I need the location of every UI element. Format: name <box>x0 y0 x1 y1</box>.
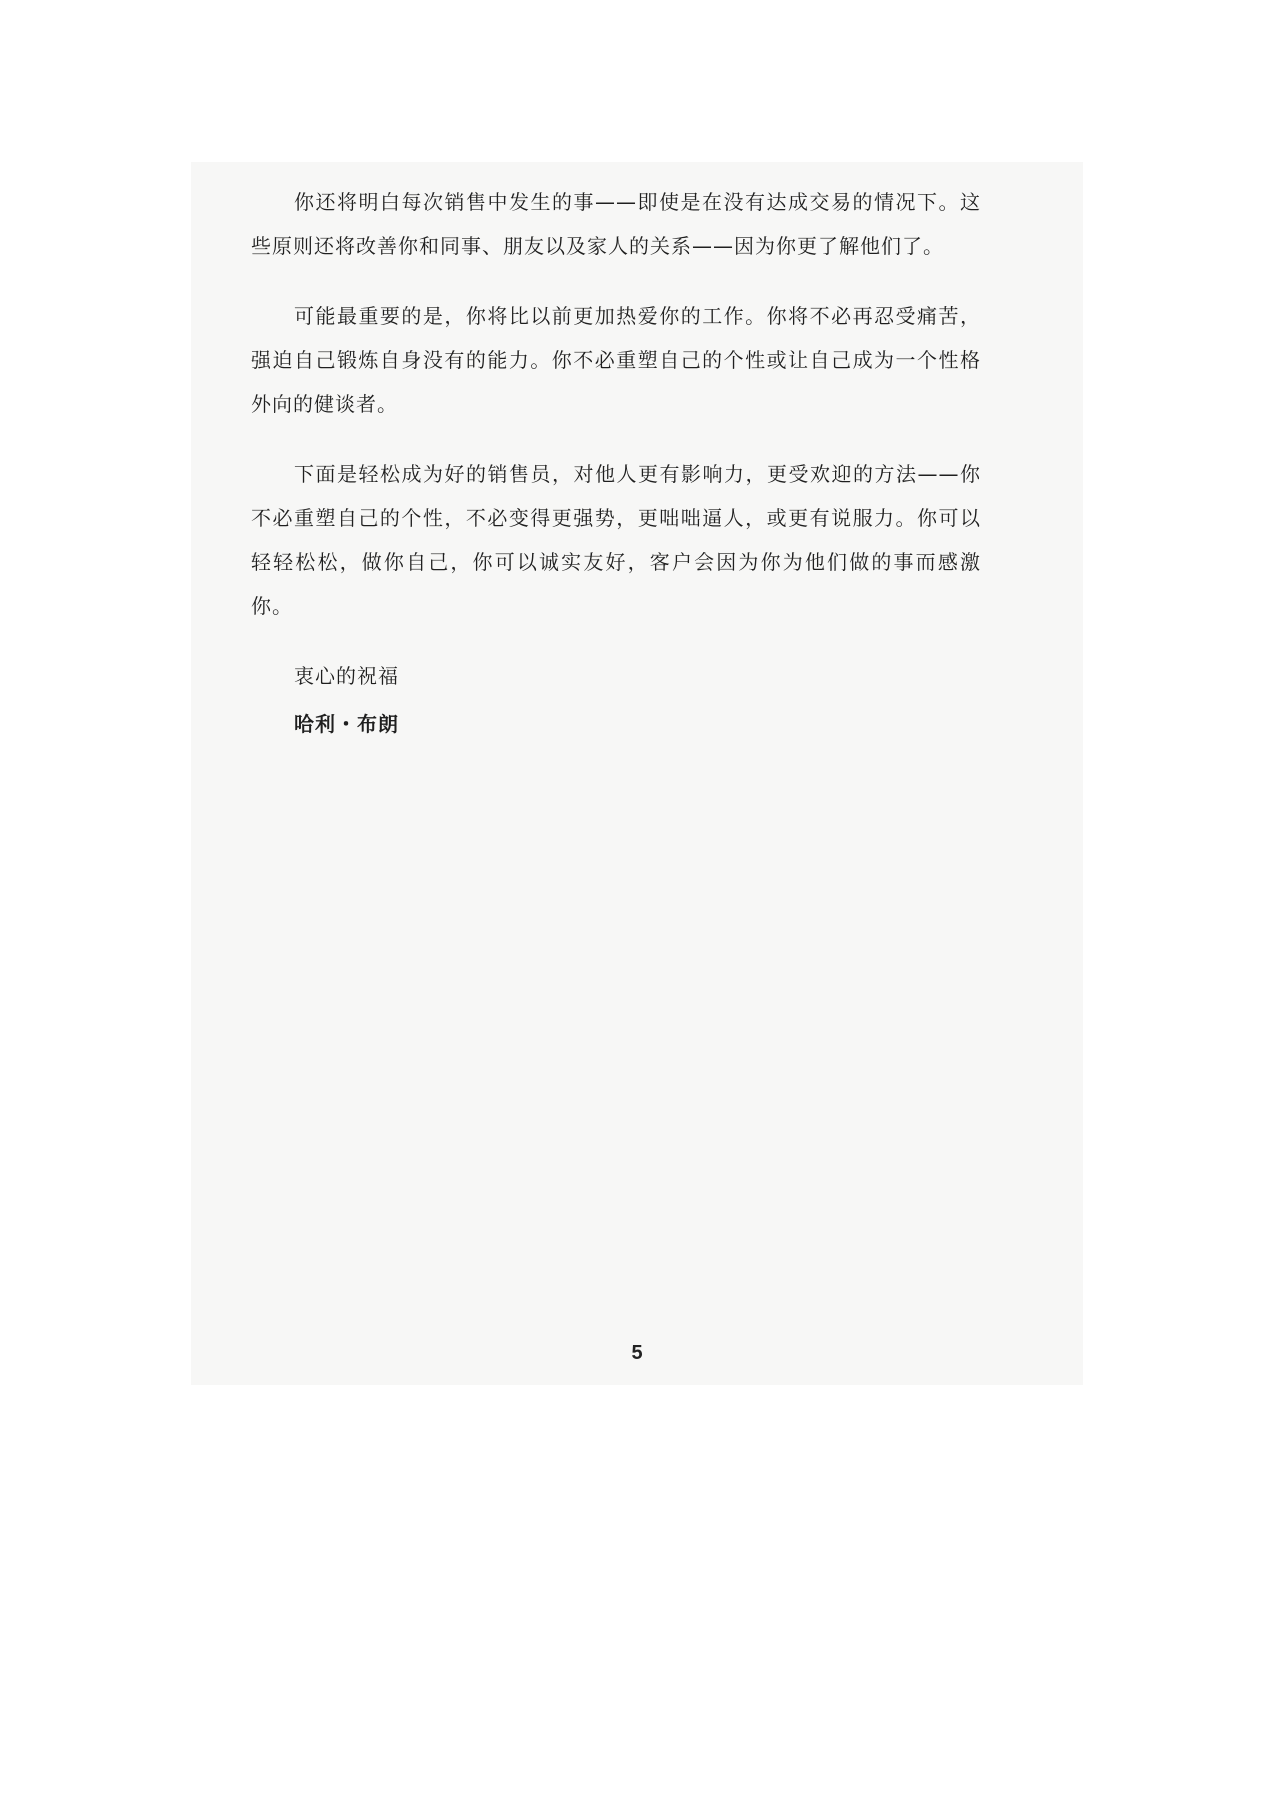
signature: 哈利・布朗 <box>294 712 399 736</box>
closing-line: 衷心的祝福 <box>294 664 399 688</box>
document-page <box>191 162 1083 1385</box>
paragraph: 下面是轻松成为好的销售员，对他人更有影响力，更受欢迎的方法——你不必重塑自己的个性，不必变得更强势，更咄咄逼人，或更有说服力。你可以轻轻松松，做你自己，你可以诚实友好，客户会因为你为他们做的事而感激你。 <box>251 462 981 618</box>
paragraph: 你还将明白每次销售中发生的事——即使是在没有达成交易的情况下。这些原则还将改善你和同事、朋友以及家人的关系——因为你更了解他们了。 <box>251 190 981 258</box>
page-number: 5 <box>631 1342 643 1364</box>
body-text <box>251 180 981 744</box>
paragraph: 可能最重要的是，你将比以前更加热爱你的工作。你将不必再忍受痛苦，强迫自己锻炼自身没有的能力。你不必重塑自己的个性或让自己成为一个性格外向的健谈者。 <box>251 304 981 416</box>
